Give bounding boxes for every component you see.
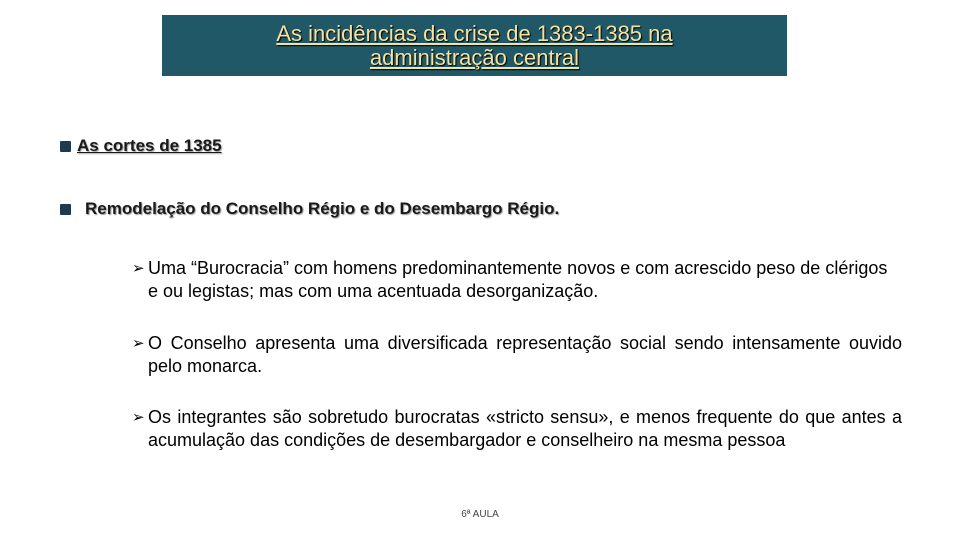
bullet-item-remodelacao xyxy=(60,199,559,219)
sub-bullet-text: O Conselho apresenta uma diversificada representação social sendo intensamente ouvido pelo monarca. xyxy=(148,333,902,376)
bullet-text: As cortes de 1385 xyxy=(77,136,222,155)
slide-title-line-1: As incidências da crise de 1383-1385 na xyxy=(276,20,673,46)
arrow-bullet-icon: ➢ xyxy=(132,409,145,426)
title-banner xyxy=(162,15,787,76)
bullet-item-cortes xyxy=(60,136,222,156)
arrow-bullet-icon: ➢ xyxy=(132,335,145,352)
arrow-bullet-icon: ➢ xyxy=(132,260,145,277)
slide-title xyxy=(215,22,735,70)
q-bullet-icon xyxy=(60,204,71,215)
sub-bullet-conselho xyxy=(132,332,902,378)
sub-bullet-integrantes xyxy=(132,406,902,452)
slide-title-line-2: administração central xyxy=(369,44,580,70)
sub-bullet-burocracia xyxy=(132,257,902,303)
q-bullet-icon xyxy=(60,141,71,152)
bullet-text: Remodelação do Conselho Régio e do Desembargo Régio. xyxy=(85,199,560,218)
slide-footer: 6ª AULA xyxy=(461,509,499,520)
sub-bullet-text: Uma “Burocracia” com homens predominantemente novos e com acrescido peso de clérigos e ou legistas; mas com uma acentuada desorganização. xyxy=(148,258,888,301)
sub-bullet-text: Os integrantes são sobretudo burocratas «stricto sensu», e menos frequente do que antes a acumulação das condições de desembargador e conselheiro na mesma pessoa xyxy=(148,407,902,450)
